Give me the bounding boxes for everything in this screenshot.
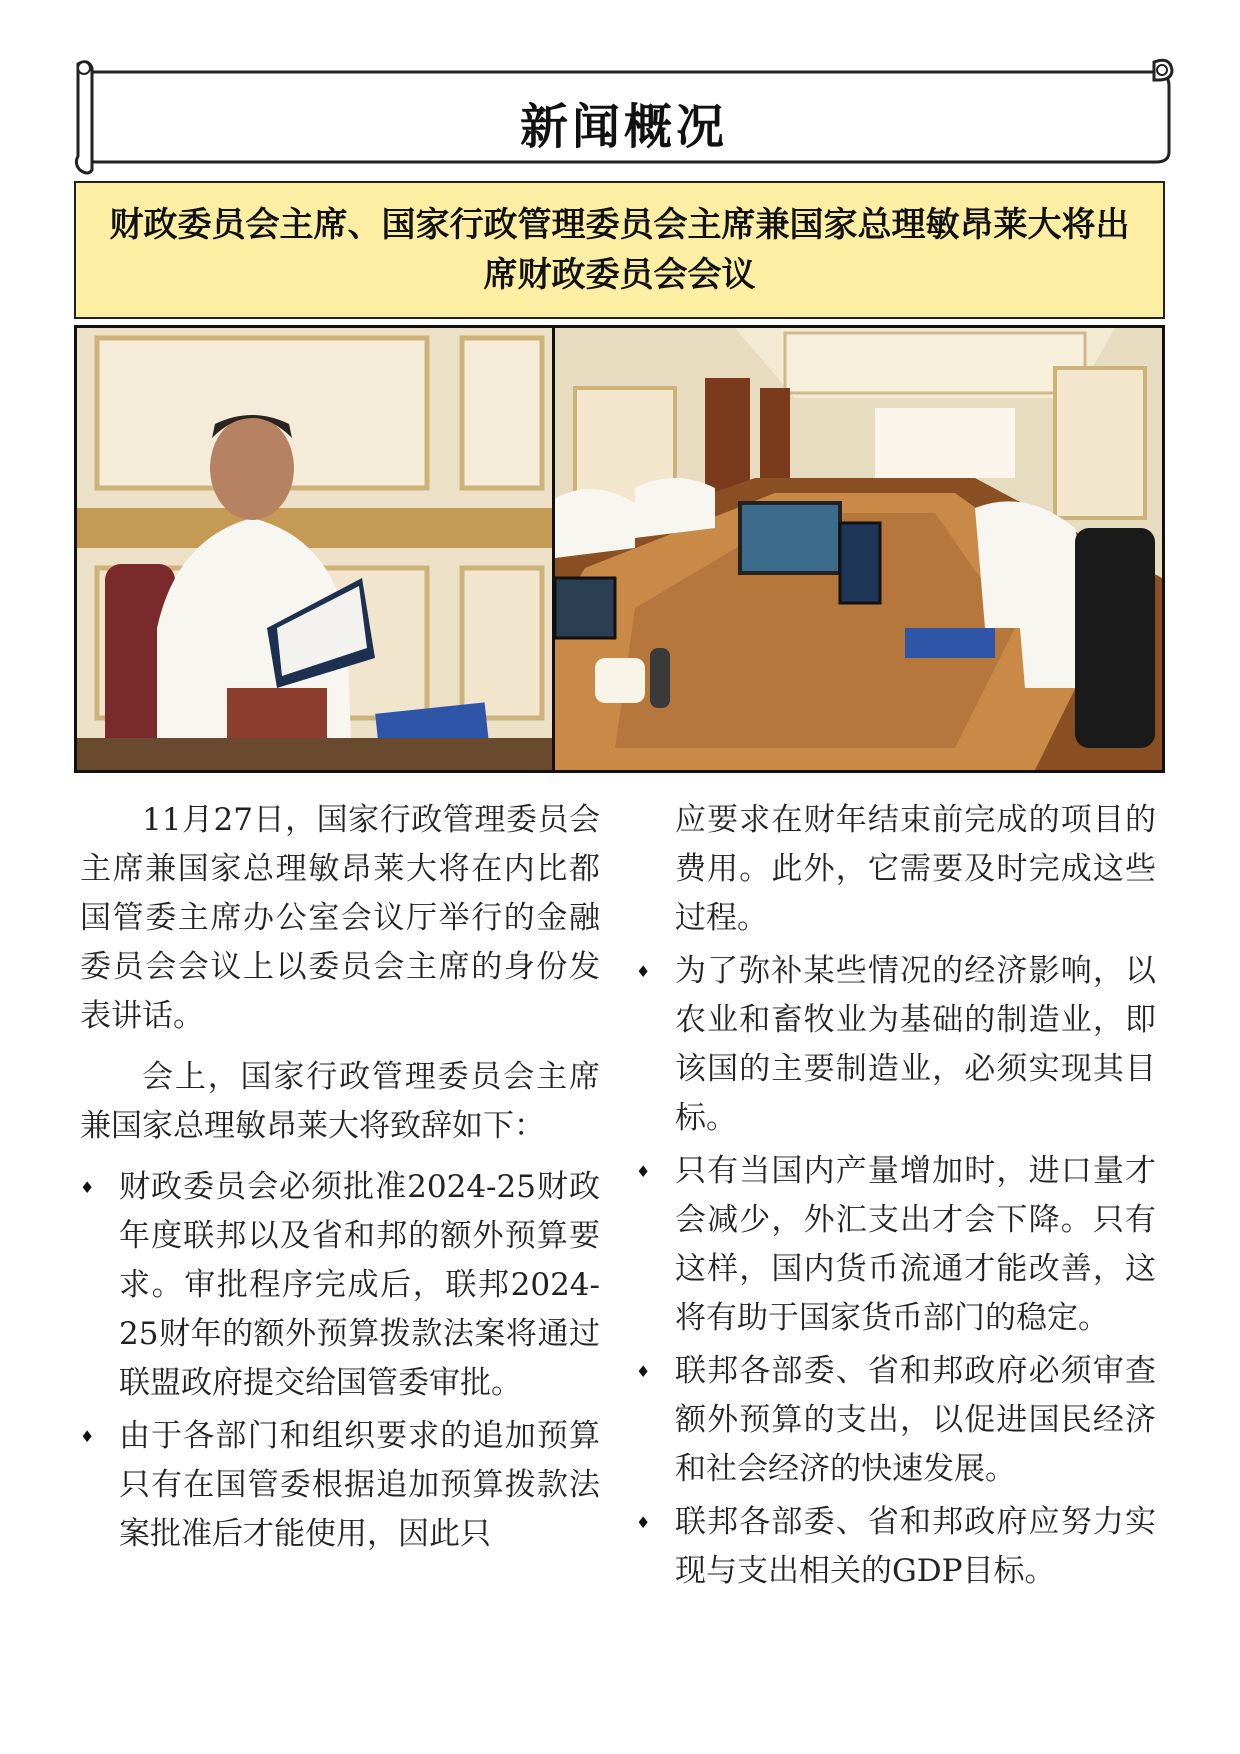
photo-speaker bbox=[77, 328, 552, 770]
list-item bbox=[636, 1147, 1156, 1343]
list-item bbox=[80, 1412, 600, 1559]
lead-paragraph: 会上，国家行政管理委员会主席兼国家总理敏昂莱大将致辞如下： bbox=[80, 1059, 600, 1144]
list-item bbox=[636, 1498, 1156, 1596]
photo-meeting-room bbox=[555, 328, 1162, 770]
diamond-bullet-icon: ♦ bbox=[636, 1513, 651, 1532]
diamond-bullet-icon: ♦ bbox=[636, 1362, 651, 1381]
article-column-right bbox=[636, 796, 1156, 1600]
diamond-bullet-icon: ♦ bbox=[636, 1162, 651, 1181]
headline-box bbox=[74, 181, 1165, 319]
list-item bbox=[636, 1347, 1156, 1494]
list-item-text: 财政委员会必须批准2024-25财政年度联邦以及省和邦的额外预算要求。审批程序完成后，联邦2024-25财年的额外预算拨款法案将通过联盟政府提交给国管委审批。 bbox=[119, 1169, 600, 1401]
diamond-bullet-icon: ♦ bbox=[80, 1427, 95, 1446]
section-banner bbox=[74, 58, 1174, 176]
list-item-text: 为了弥补某些情况的经济影响，以农业和畜牧业为基础的制造业，即该国的主要制造业，必须实现其目标。 bbox=[675, 953, 1156, 1136]
banner-title: 新闻概况 bbox=[519, 99, 728, 155]
article-column-left bbox=[80, 796, 600, 1563]
list-item-text: 由于各部门和组织要求的追加预算只有在国管委根据追加预算拨款法案批准后才能使用，因此只 bbox=[119, 1418, 600, 1552]
diamond-bullet-icon: ♦ bbox=[80, 1178, 95, 1197]
continued-list-text: 应要求在财年结束前完成的项目的费用。此外，它需要及时完成这些过程。 bbox=[675, 802, 1156, 936]
list-item bbox=[636, 947, 1156, 1143]
list-item-text: 联邦各部委、省和邦政府必须审查额外预算的支出，以促进国民经济和社会经济的快速发展。 bbox=[675, 1353, 1156, 1487]
list-item-text: 只有当国内产量增加时，进口量才会减少，外汇支出才会下降。只有这样，国内货币流通才能改善，这将有助于国家货币部门的稳定。 bbox=[675, 1153, 1156, 1336]
photo-frame bbox=[74, 325, 1165, 773]
intro-paragraph: 11月27日，国家行政管理委员会主席兼国家总理敏昂莱大将在内比都国管委主席办公室会议厅举行的金融委员会会议上以委员会主席的身份发表讲话。 bbox=[80, 802, 600, 1034]
list-item-text: 联邦各部委、省和邦政府应努力实现与支出相关的GDP目标。 bbox=[675, 1504, 1156, 1589]
list-item bbox=[80, 1163, 600, 1408]
headline-title: 财政委员会主席、国家行政管理委员会主席兼国家总理敏昂莱大将出席财政委员会会议 bbox=[109, 205, 1130, 295]
diamond-bullet-icon: ♦ bbox=[636, 962, 651, 981]
